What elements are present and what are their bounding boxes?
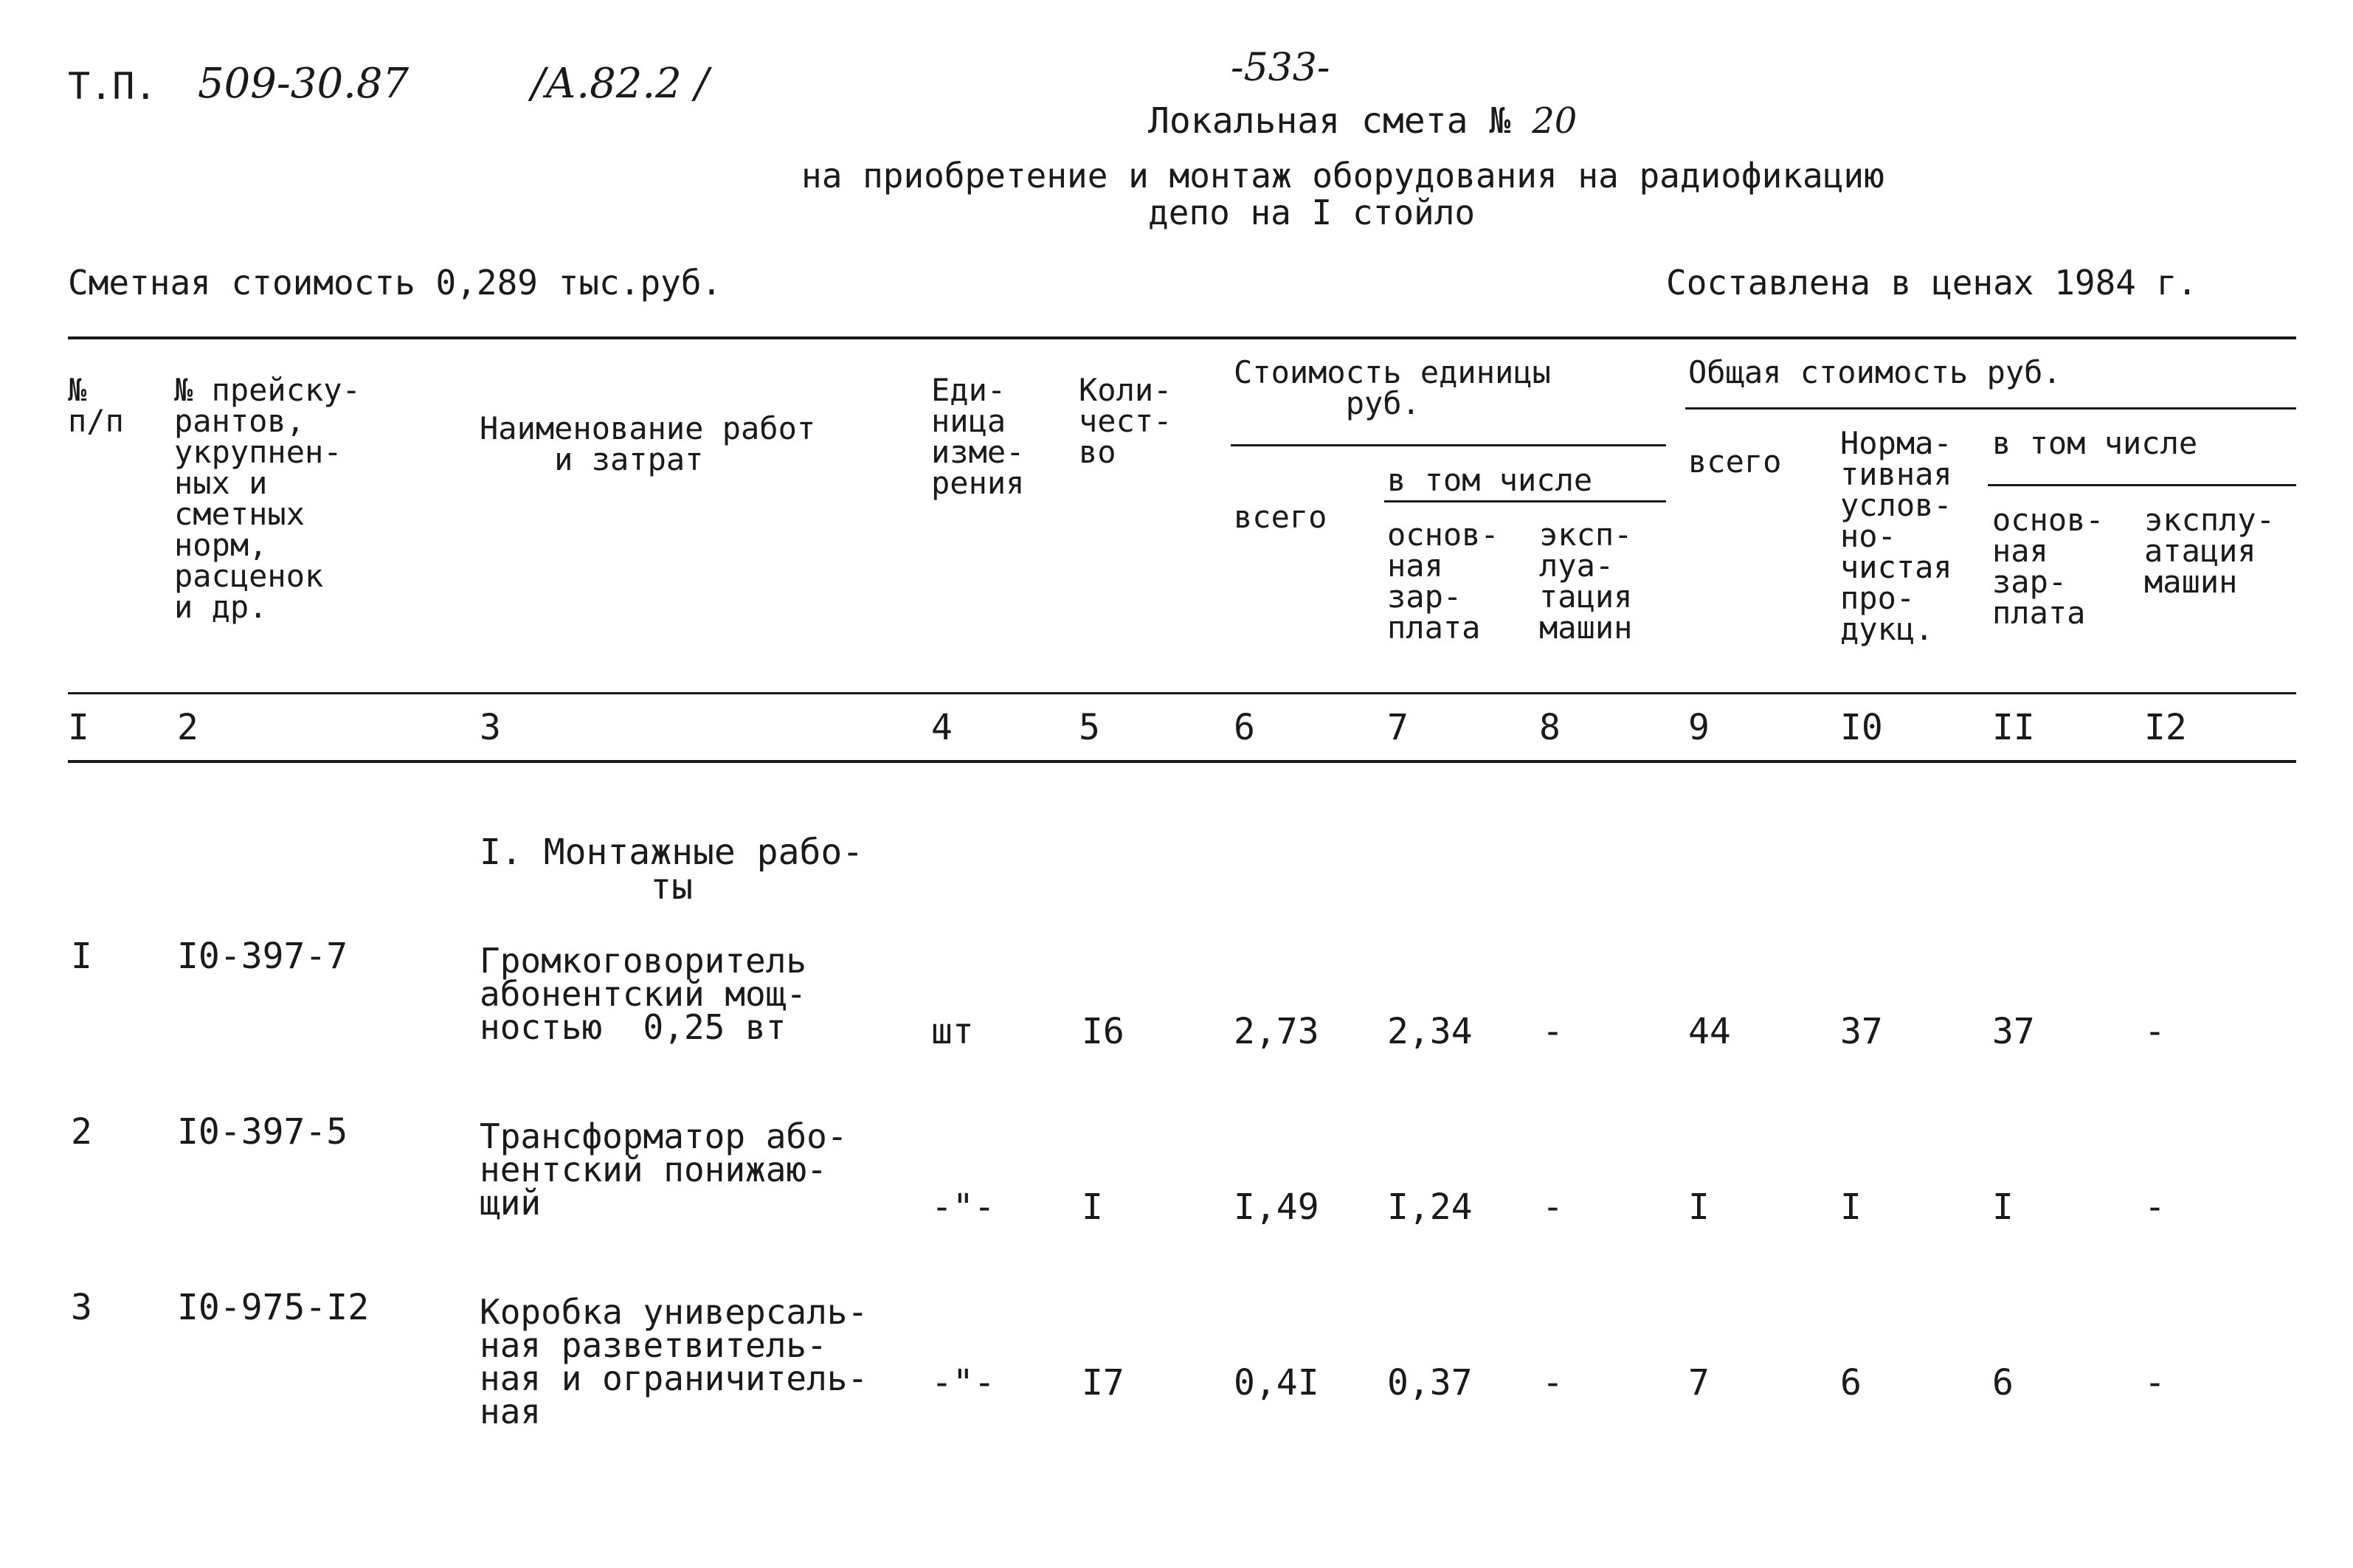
col-header-total-incl: в том числе bbox=[1992, 425, 2198, 461]
col-header-unit-machines: эксп- луа- тация машин bbox=[1539, 517, 1633, 646]
col-number-2: 2 bbox=[177, 707, 198, 748]
col-header-unit: Еди- ница изме- рения bbox=[931, 372, 1025, 501]
col-number-10: I0 bbox=[1840, 707, 1883, 748]
col-header-quantity: Коли- чест- во bbox=[1079, 372, 1172, 470]
estimate-subtitle-line1: на приобретение и монтаж оборудования на радиофикацию bbox=[801, 156, 1884, 196]
col-number-7: 7 bbox=[1387, 707, 1409, 748]
col-header-unit-total: всего bbox=[1234, 499, 1327, 535]
row-3-total-machines: - bbox=[2144, 1362, 2166, 1403]
unit-incl-rule bbox=[1384, 500, 1666, 502]
col-header-price-code: № прейску- рантов, укрупнен- ных и сметных норм, расценок и др. bbox=[174, 372, 361, 625]
col-header-unit-cost: Стоимость единицы руб. bbox=[1234, 354, 1551, 421]
total-cost-rule bbox=[1685, 407, 2296, 410]
row-3-total-wage: 6 bbox=[1992, 1362, 2014, 1403]
col-number-1: I bbox=[68, 707, 89, 748]
row-3-unit: -"- bbox=[931, 1362, 995, 1403]
col-header-total-wage: основ- ная зар- плата bbox=[1992, 502, 2104, 631]
project-number: 509-30.87 bbox=[198, 60, 410, 108]
col-number-6: 6 bbox=[1234, 707, 1255, 748]
row-2-total-machines: - bbox=[2144, 1187, 2166, 1228]
row-2-unit-wage: I,24 bbox=[1387, 1187, 1473, 1228]
row-1-quantity: I6 bbox=[1082, 1011, 1124, 1052]
row-3-normative: 6 bbox=[1840, 1362, 1862, 1403]
row-2-code: I0-397-5 bbox=[177, 1111, 348, 1153]
col-number-3: 3 bbox=[480, 707, 501, 748]
row-1-normative: 37 bbox=[1840, 1011, 1883, 1052]
row-2-unit-machines: - bbox=[1542, 1187, 1564, 1228]
row-1-unit-total: 2,73 bbox=[1234, 1011, 1319, 1052]
row-2-total: I bbox=[1688, 1187, 1710, 1228]
col-header-total-all: всего bbox=[1688, 443, 1782, 480]
col-number-12: I2 bbox=[2144, 707, 2187, 748]
row-3-unit-wage: 0,37 bbox=[1387, 1362, 1473, 1403]
row-1-name: Громкоговоритель абонентский мощ- ностью 0,25 вт bbox=[480, 941, 807, 1048]
column-number-rule bbox=[68, 760, 2296, 763]
col-header-work-name: Наименование работ и затрат bbox=[480, 410, 816, 477]
row-2-total-wage: I bbox=[1992, 1187, 2014, 1228]
row-3-name: Коробка универсаль- ная разветвитель- ная и ограничитель- ная bbox=[480, 1292, 868, 1432]
row-1-total-wage: 37 bbox=[1992, 1011, 2035, 1052]
col-number-9: 9 bbox=[1688, 707, 1710, 748]
prices-basis: Составлена в ценах 1984 г. bbox=[1666, 263, 2198, 303]
estimate-subtitle-line2: депо на I стойло bbox=[1148, 193, 1476, 232]
row-1-unit-wage: 2,34 bbox=[1387, 1011, 1473, 1052]
col-header-total-machines: эксплу- атация машин bbox=[2144, 502, 2276, 600]
unit-cost-rule bbox=[1231, 444, 1666, 446]
row-3-quantity: I7 bbox=[1082, 1362, 1124, 1403]
header-bottom-rule bbox=[68, 692, 2296, 694]
col-number-5: 5 bbox=[1079, 707, 1100, 748]
total-incl-rule bbox=[1988, 484, 2296, 486]
estimate-title bbox=[1148, 100, 1578, 142]
row-3-total: 7 bbox=[1688, 1362, 1710, 1403]
table-top-rule bbox=[68, 336, 2296, 339]
row-3-number: 3 bbox=[71, 1287, 92, 1328]
estimate-number: 20 bbox=[1532, 100, 1578, 142]
row-1-unit-machines: - bbox=[1542, 1011, 1564, 1052]
col-number-8: 8 bbox=[1539, 707, 1561, 748]
page-number: -533- bbox=[1231, 46, 1330, 90]
row-2-quantity: I bbox=[1082, 1187, 1103, 1228]
row-1-unit: шт bbox=[931, 1011, 974, 1052]
row-3-code: I0-975-I2 bbox=[177, 1287, 370, 1328]
row-2-unit-total: I,49 bbox=[1234, 1187, 1319, 1228]
col-number-4: 4 bbox=[931, 707, 953, 748]
row-2-number: 2 bbox=[71, 1111, 92, 1153]
col-header-total-cost: Общая стоимость руб. bbox=[1688, 354, 2062, 390]
col-header-row-number: № п/п bbox=[68, 372, 124, 439]
ref-prefix: Т.П. bbox=[68, 65, 157, 108]
row-3-unit-total: 0,4I bbox=[1234, 1362, 1319, 1403]
section-title: I. Монтажные рабо- ты bbox=[480, 832, 864, 908]
row-3-unit-machines: - bbox=[1542, 1362, 1564, 1403]
col-header-unit-incl: в том числе bbox=[1387, 462, 1593, 498]
col-number-11: II bbox=[1992, 707, 2035, 748]
estimated-cost: Сметная стоимость 0,289 тыс.руб. bbox=[68, 263, 722, 303]
row-1-total: 44 bbox=[1688, 1011, 1731, 1052]
row-2-name: Трансформатор або- нентский понижаю- щий bbox=[480, 1116, 848, 1223]
row-2-unit: -"- bbox=[931, 1187, 995, 1228]
row-1-total-machines: - bbox=[2144, 1011, 2166, 1052]
col-header-unit-wage: основ- ная зар- плата bbox=[1387, 517, 1499, 646]
estimate-title-label: Локальная смета № bbox=[1148, 100, 1511, 142]
col-header-normative: Норма- тивная услов- но- чистая про- дукц. bbox=[1840, 425, 1952, 647]
row-1-number: I bbox=[71, 936, 92, 977]
album-reference: /А.82.2 / bbox=[531, 60, 709, 108]
row-1-code: I0-397-7 bbox=[177, 936, 348, 977]
row-2-normative: I bbox=[1840, 1187, 1862, 1228]
